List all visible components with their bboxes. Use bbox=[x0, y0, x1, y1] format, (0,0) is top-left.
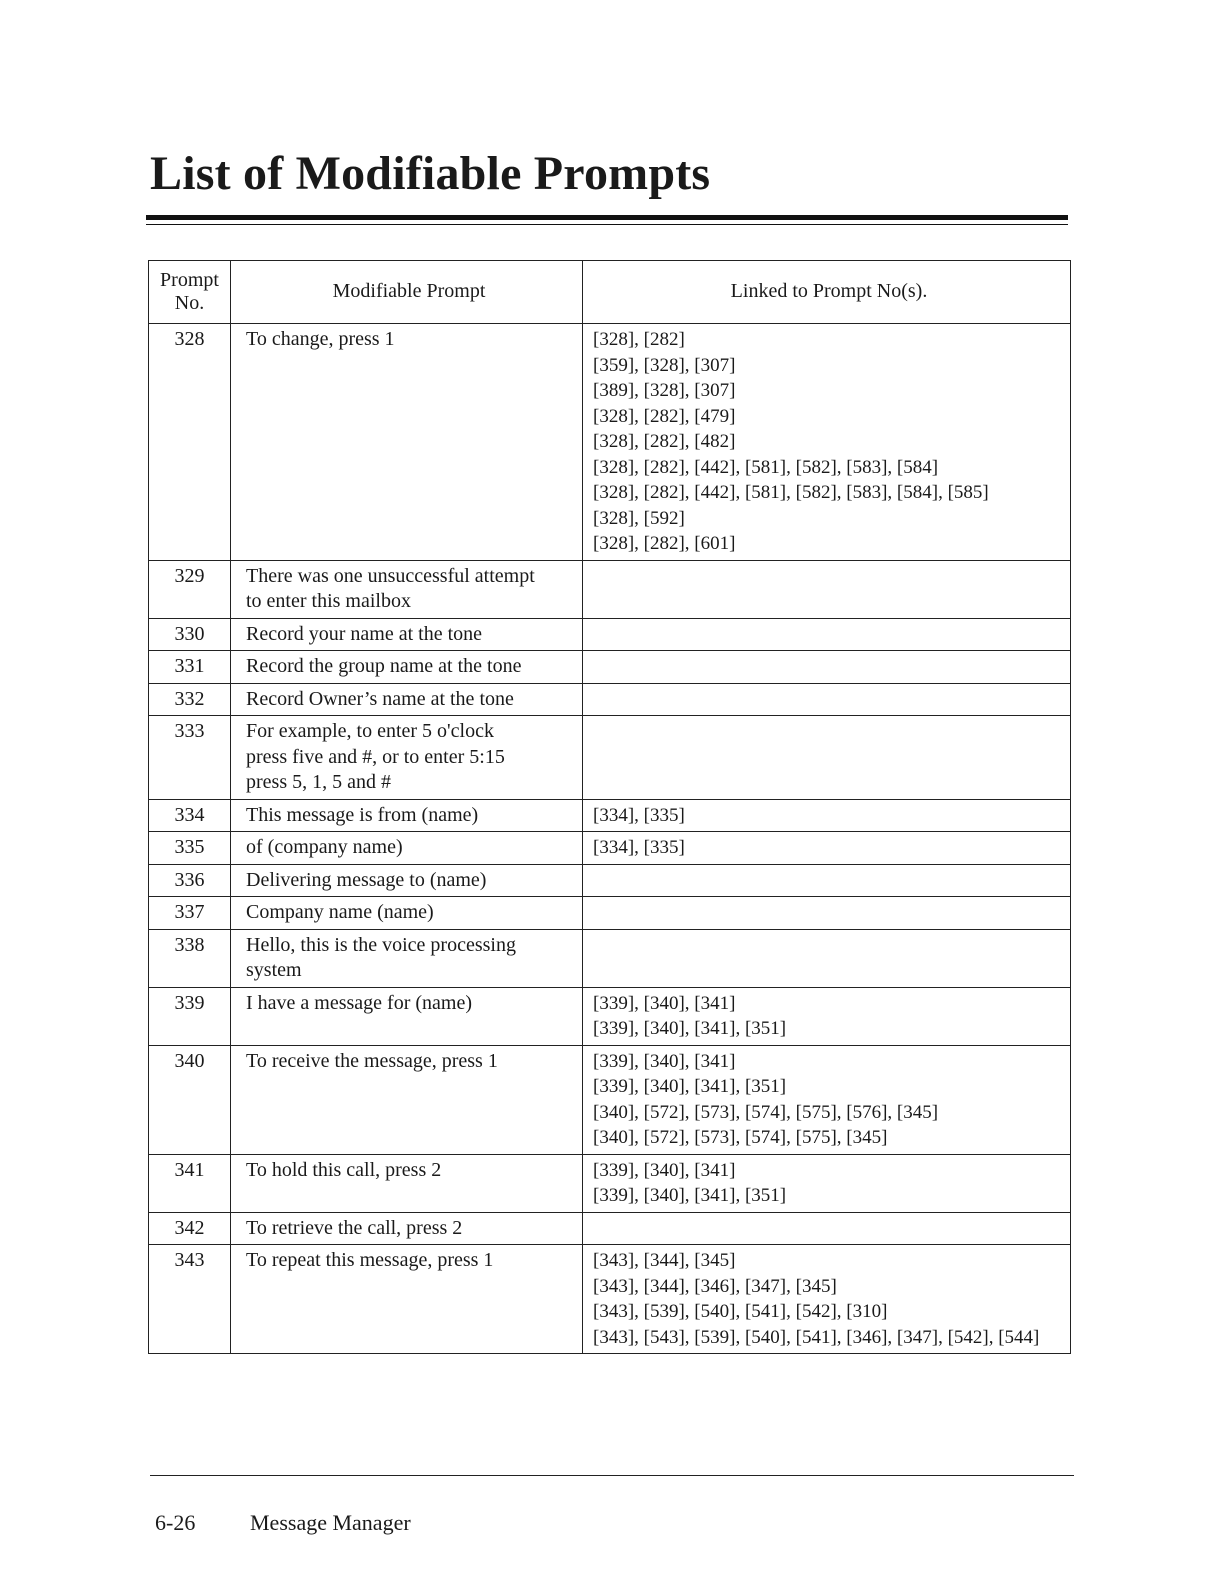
modifiable-prompt-cell bbox=[231, 1154, 583, 1212]
modifiable-prompt-text: To change, press 1 bbox=[246, 328, 395, 350]
prompt-number: 337 bbox=[149, 897, 231, 930]
table-row bbox=[149, 864, 1071, 897]
table-row bbox=[149, 651, 1071, 684]
linked-prompt-list: [334], [335] bbox=[593, 837, 685, 858]
title-rule-thick bbox=[146, 215, 1068, 220]
header-prompt-no bbox=[149, 261, 231, 324]
table-row bbox=[149, 832, 1071, 865]
linked-prompts-cell bbox=[583, 683, 1071, 716]
linked-prompts-cell bbox=[583, 1045, 1071, 1154]
table-header-row bbox=[149, 261, 1071, 324]
table-row bbox=[149, 1245, 1071, 1354]
linked-prompts-cell bbox=[583, 1245, 1071, 1354]
modifiable-prompt-text: I have a message for (name) bbox=[246, 991, 472, 1014]
modifiable-prompt-text: Hello, this is the voice processing bbox=[246, 933, 516, 956]
modifiable-prompt-cell bbox=[231, 929, 583, 987]
prompt-number: 340 bbox=[149, 1045, 231, 1154]
linked-prompt-list: [334], [335] bbox=[593, 804, 685, 826]
modifiable-prompt-text: press five and #, or to enter 5:15 bbox=[246, 745, 505, 768]
modifiable-prompt-cell bbox=[231, 832, 583, 865]
linked-prompts-cell bbox=[583, 832, 1071, 865]
linked-prompts-cell bbox=[583, 618, 1071, 651]
table-row bbox=[149, 897, 1071, 930]
linked-prompt-list: [389], [328], [307] bbox=[593, 380, 736, 401]
table-row bbox=[149, 929, 1071, 987]
header-modifiable-prompt: Modifiable Prompt bbox=[231, 261, 583, 324]
modifiable-prompt-text: To retrieve the call, press 2 bbox=[246, 1216, 463, 1239]
modifiable-prompt-text: press 5, 1, 5 and # bbox=[246, 771, 391, 793]
modifiable-prompt-cell bbox=[231, 1245, 583, 1354]
table-row bbox=[149, 716, 1071, 800]
linked-prompts-cell bbox=[583, 1212, 1071, 1245]
linked-prompt-list: [343], [539], [540], [541], [542], [310] bbox=[593, 1301, 888, 1322]
modifiable-prompt-cell bbox=[231, 1045, 583, 1154]
footer-manual-name: Message Manager bbox=[250, 1510, 411, 1535]
prompt-number: 334 bbox=[149, 799, 231, 832]
table-row bbox=[149, 560, 1071, 618]
table-row bbox=[149, 683, 1071, 716]
modifiable-prompt-text: Record Owner’s name at the tone bbox=[246, 687, 514, 710]
modifiable-prompt-text: Delivering message to (name) bbox=[246, 868, 487, 891]
modifiable-prompt-cell bbox=[231, 799, 583, 832]
prompt-number: 333 bbox=[149, 716, 231, 800]
modifiable-prompt-text: This message is from (name) bbox=[246, 803, 479, 826]
modifiable-prompt-text: of (company name) bbox=[246, 836, 403, 858]
footer-rule bbox=[150, 1475, 1074, 1476]
linked-prompt-list: [328], [592] bbox=[593, 507, 685, 529]
prompt-number: 332 bbox=[149, 683, 231, 716]
prompt-number: 331 bbox=[149, 651, 231, 684]
linked-prompts-cell bbox=[583, 1154, 1071, 1212]
linked-prompts-cell bbox=[583, 716, 1071, 800]
linked-prompt-list: [328], [282], [479] bbox=[593, 405, 736, 427]
linked-prompts-cell bbox=[583, 897, 1071, 930]
modifiable-prompt-text: Company name (name) bbox=[246, 901, 434, 923]
prompt-number: 336 bbox=[149, 864, 231, 897]
modifiable-prompt-cell bbox=[231, 864, 583, 897]
prompt-number: 335 bbox=[149, 832, 231, 865]
modifiable-prompt-text: To hold this call, press 2 bbox=[246, 1158, 442, 1181]
modifiable-prompt-cell bbox=[231, 651, 583, 684]
prompt-number: 343 bbox=[149, 1245, 231, 1354]
table-row bbox=[149, 1045, 1071, 1154]
linked-prompt-list: [339], [340], [341], [351] bbox=[593, 1185, 787, 1206]
modifiable-prompt-cell bbox=[231, 683, 583, 716]
linked-prompt-list: [343], [543], [539], [540], [541], [346], [347], [542], [544] bbox=[593, 1326, 1040, 1348]
table-row bbox=[149, 987, 1071, 1045]
linked-prompts-cell bbox=[583, 864, 1071, 897]
linked-prompt-list: [328], [282], [442], [581], [582], [583], [584], [585] bbox=[593, 482, 989, 503]
modifiable-prompt-cell bbox=[231, 716, 583, 800]
prompt-number: 330 bbox=[149, 618, 231, 651]
page-title: List of Modifiable Prompts bbox=[150, 147, 711, 200]
linked-prompt-list: [339], [340], [341] bbox=[593, 992, 736, 1014]
linked-prompts-cell bbox=[583, 324, 1071, 561]
prompt-number: 329 bbox=[149, 560, 231, 618]
header-prompt-no-line1: Prompt bbox=[160, 269, 219, 291]
modifiable-prompt-cell bbox=[231, 324, 583, 561]
modifiable-prompt-text: Record your name at the tone bbox=[246, 622, 483, 645]
linked-prompt-list: [343], [344], [345] bbox=[593, 1250, 736, 1271]
linked-prompt-list: [328], [282], [482] bbox=[593, 431, 736, 452]
table-row bbox=[149, 618, 1071, 651]
modifiable-prompt-text: To repeat this message, press 1 bbox=[246, 1249, 494, 1271]
table-row bbox=[149, 799, 1071, 832]
modifiable-prompt-text: system bbox=[246, 959, 302, 981]
modifiable-prompt-cell bbox=[231, 618, 583, 651]
modifiable-prompt-text: To receive the message, press 1 bbox=[246, 1049, 498, 1072]
table-row bbox=[149, 324, 1071, 561]
table-row bbox=[149, 1212, 1071, 1245]
linked-prompt-list: [340], [572], [573], [574], [575], [345] bbox=[593, 1127, 888, 1148]
modifiable-prompt-text: Record the group name at the tone bbox=[246, 655, 522, 677]
linked-prompt-list: [343], [344], [346], [347], [345] bbox=[593, 1275, 837, 1297]
prompts-table bbox=[148, 260, 1071, 1354]
linked-prompt-list: [340], [572], [573], [574], [575], [576], [345] bbox=[593, 1101, 939, 1123]
modifiable-prompt-text: For example, to enter 5 o'clock bbox=[246, 720, 494, 742]
linked-prompts-cell bbox=[583, 560, 1071, 618]
linked-prompt-list: [339], [340], [341] bbox=[593, 1159, 736, 1181]
linked-prompts-cell bbox=[583, 987, 1071, 1045]
modifiable-prompt-cell bbox=[231, 560, 583, 618]
prompt-number: 339 bbox=[149, 987, 231, 1045]
title-rule-thin bbox=[146, 224, 1068, 225]
footer-page-number: 6-26 bbox=[155, 1510, 196, 1535]
linked-prompt-list: [339], [340], [341] bbox=[593, 1050, 736, 1072]
linked-prompt-list: [328], [282], [601] bbox=[593, 533, 736, 554]
prompt-number: 328 bbox=[149, 324, 231, 561]
linked-prompt-list: [328], [282], [442], [581], [582], [583], [584] bbox=[593, 456, 939, 478]
prompt-number: 342 bbox=[149, 1212, 231, 1245]
linked-prompts-cell bbox=[583, 929, 1071, 987]
linked-prompts-cell bbox=[583, 651, 1071, 684]
modifiable-prompt-text: There was one unsuccessful attempt bbox=[246, 564, 535, 587]
linked-prompt-list: [359], [328], [307] bbox=[593, 354, 736, 376]
table-row bbox=[149, 1154, 1071, 1212]
linked-prompt-list: [339], [340], [341], [351] bbox=[593, 1018, 787, 1039]
prompt-number: 341 bbox=[149, 1154, 231, 1212]
linked-prompts-cell bbox=[583, 799, 1071, 832]
linked-prompt-list: [328], [282] bbox=[593, 329, 685, 350]
modifiable-prompt-text: to enter this mailbox bbox=[246, 590, 411, 612]
header-linked-prompts: Linked to Prompt No(s). bbox=[583, 261, 1071, 324]
modifiable-prompt-cell bbox=[231, 897, 583, 930]
header-prompt-no-line2: No. bbox=[174, 292, 205, 314]
modifiable-prompt-cell bbox=[231, 987, 583, 1045]
modifiable-prompt-cell bbox=[231, 1212, 583, 1245]
linked-prompt-list: [339], [340], [341], [351] bbox=[593, 1076, 787, 1097]
prompt-number: 338 bbox=[149, 929, 231, 987]
